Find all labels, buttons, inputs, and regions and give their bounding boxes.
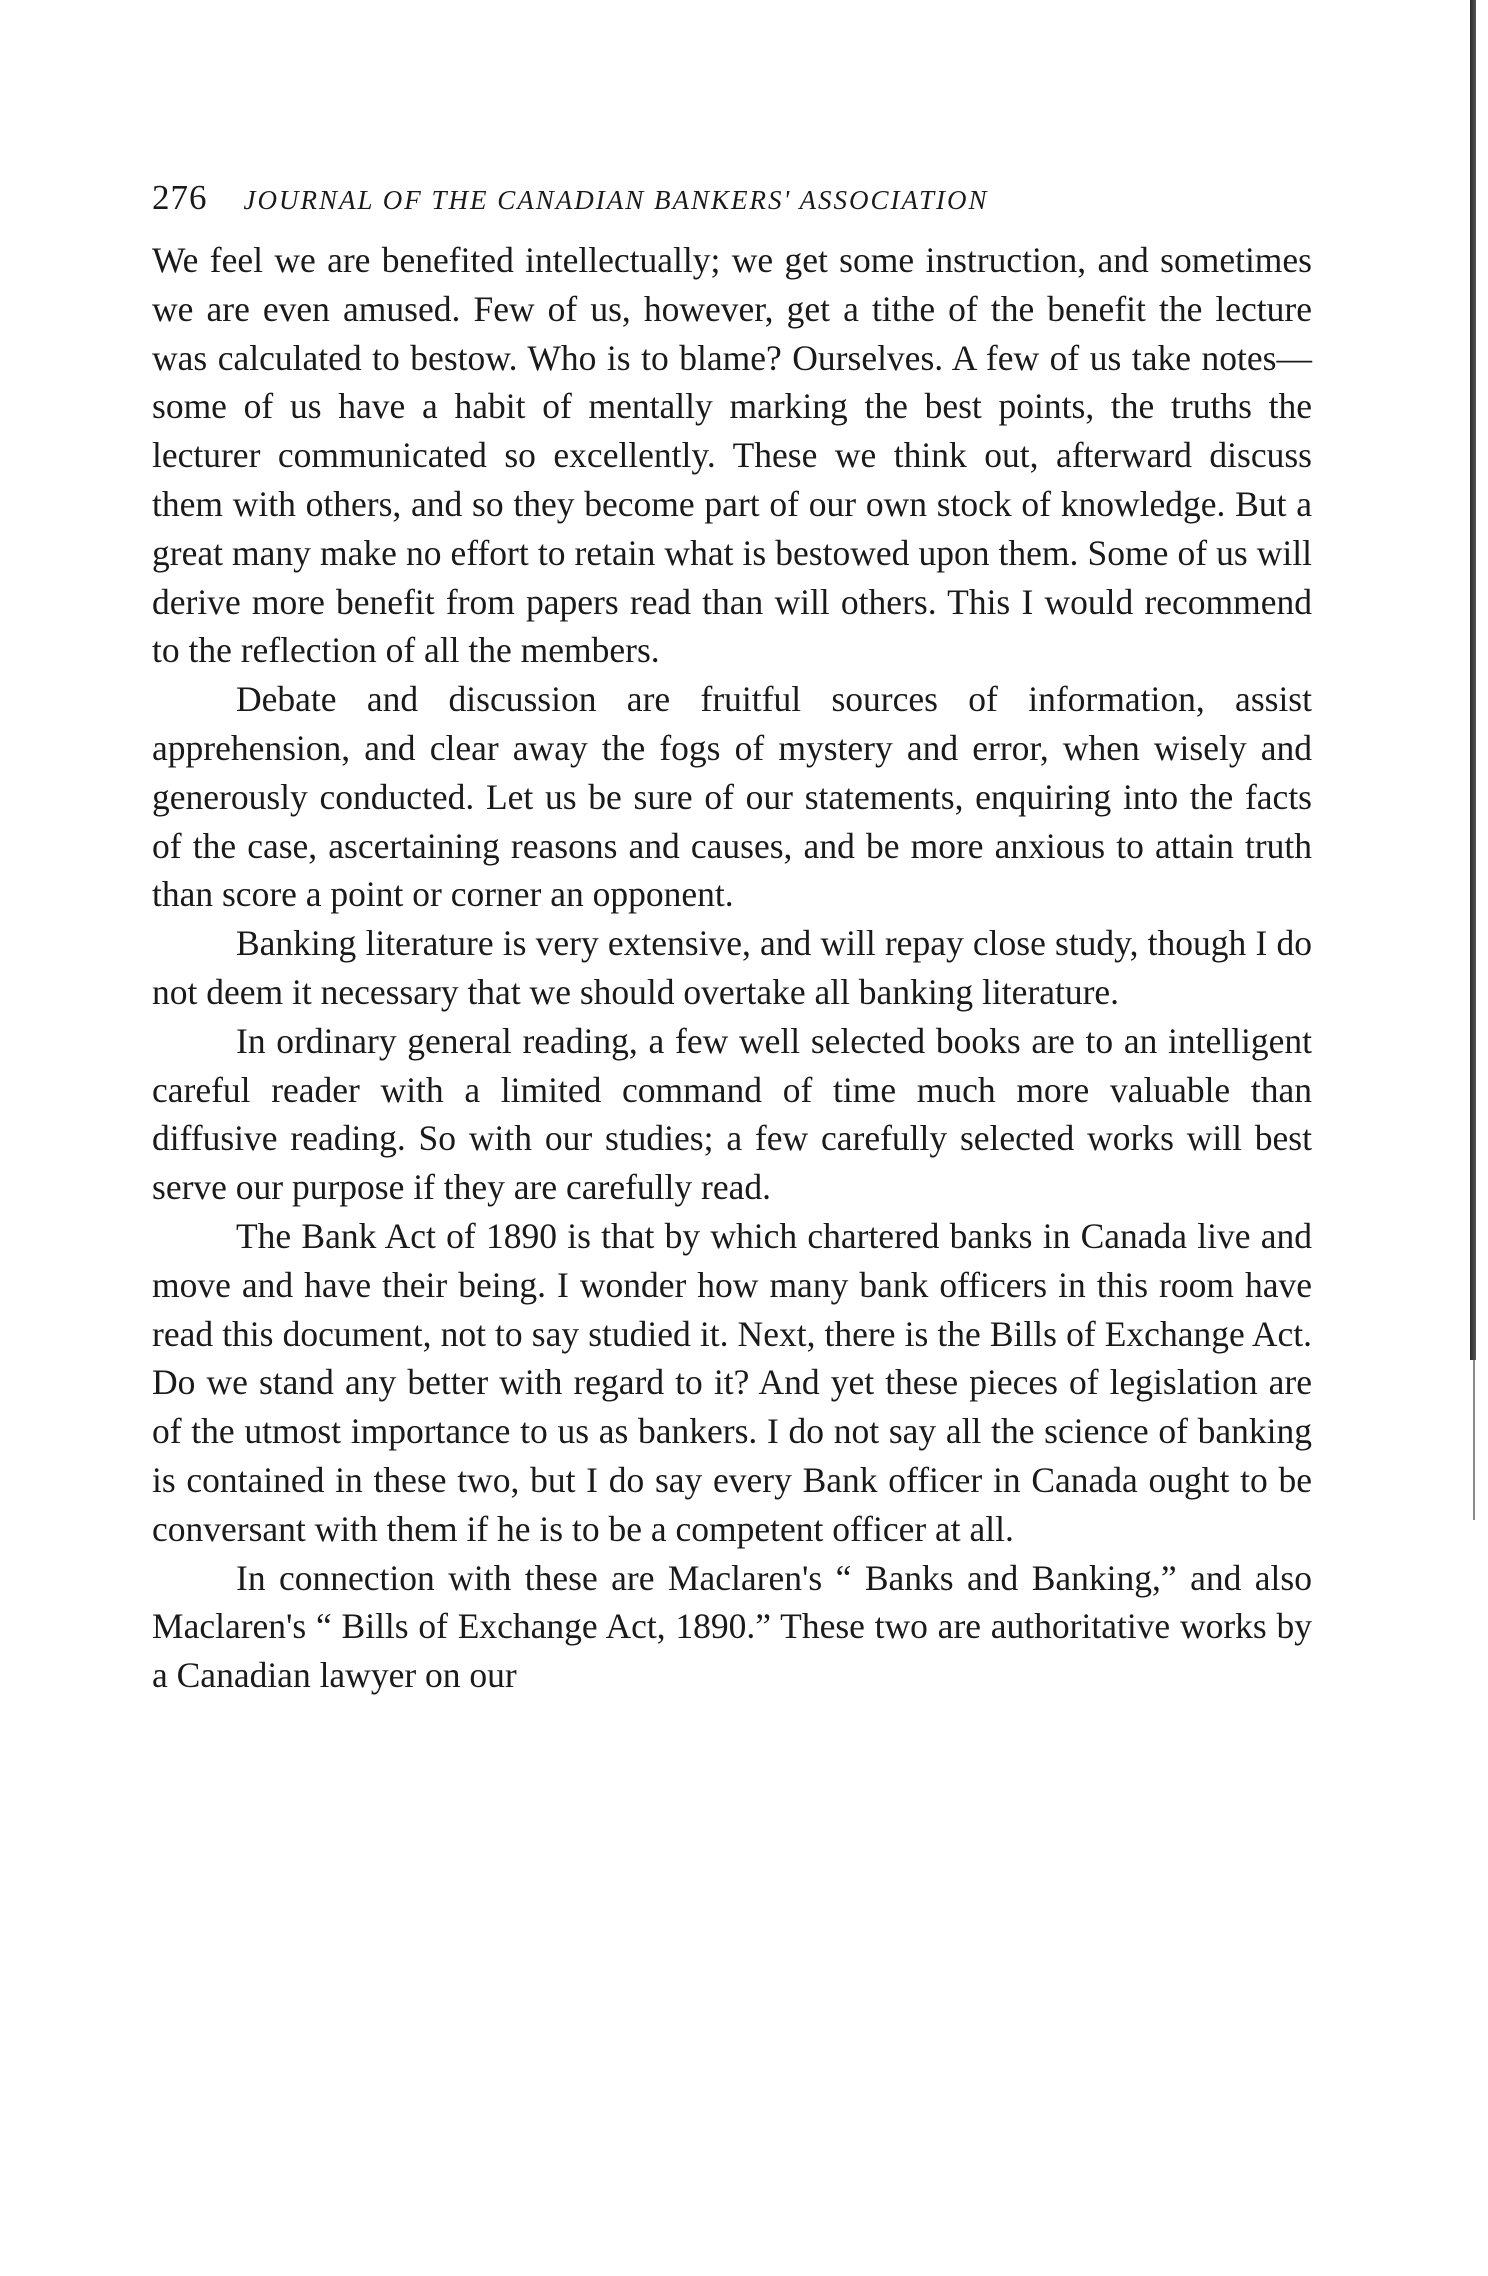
running-head: JOURNAL OF THE CANADIAN BANKERS' ASSOCIATION — [243, 185, 989, 215]
body-text — [152, 236, 1312, 1700]
paragraph-maclaren: In connection with these are Maclaren's “ Banks and Banking,” and also Maclaren's “ Bills of Exchange Act, 1890.” These two are authoritative works by a Canadian lawyer on our — [152, 1557, 1312, 1696]
page-header — [152, 178, 1312, 222]
paragraph-bank-act: The Bank Act of 1890 is that by which chartered banks in Canada live and move and have their being. I wonder how many bank officers in this room have read this document, not to say studied it. Next, there is the Bills of Exchange Act. Do we stand any better with regard to it? And yet these pieces of legislation are of the utmost importance to us as bankers. I do not say all the science of banking is contained in these two, but I do say every Bank officer in Canada ought to be conversant with them if he is to be a competent officer at all. — [152, 1215, 1312, 1549]
paragraph-continued: We feel we are benefited intellectually; we get some instruction, and sometimes we are even amused. Few of us, however, get a tithe of the benefit the lecture was calculated to bestow. Who is to blame? Ourselves. A few of us take notes—some of us have a habit of mentally marking the best points, the truths the lecturer communicated so excellently. These we think out, afterward discuss them with others, and so they become part of our own stock of knowledge. But a great many make no effort to retain what is bestowed upon them. Some of us will derive more benefit from papers read than will others. This I would recommend to the reflection of all the members. — [152, 240, 1312, 671]
paragraph-debate: Debate and discussion are fruitful sources of information, assist apprehension, and clear away the fogs of mystery and error, when wisely and generously conducted. Let us be sure of our statements, enquiring into the facts of the case, ascertaining reasons and causes, and be more anxious to attain truth than score a point or corner an opponent. — [152, 679, 1312, 915]
page-edge-rule-lower — [1473, 1360, 1475, 1520]
page-edge-rule — [1470, 0, 1476, 1360]
paragraph-banking-literature: Banking literature is very extensive, and will repay close study, though I do not deem it necessary that we should overtake all banking literature. — [152, 923, 1312, 1012]
paragraph-general-reading: In ordinary general reading, a few well selected books are to an intelligent careful reader with a limited command of time much more valuable than diffusive reading. So with our studies; a few carefully selected works will best serve our purpose if they are carefully read. — [152, 1020, 1312, 1208]
page-number: 276 — [152, 178, 208, 217]
